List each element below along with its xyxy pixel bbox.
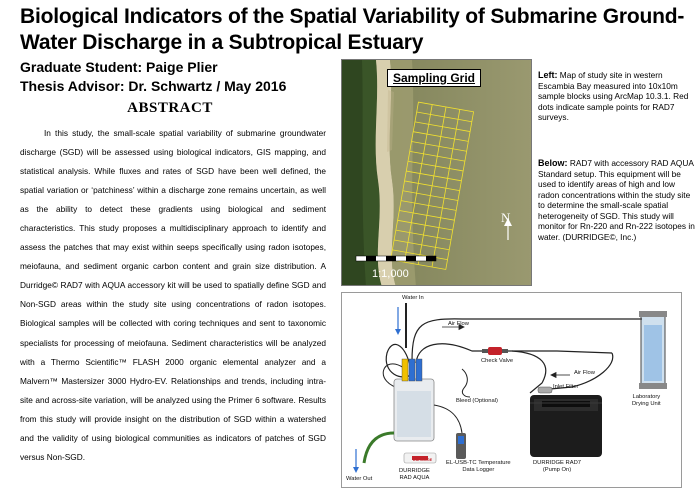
abstract-heading: ABSTRACT (127, 100, 213, 116)
air-flow-top-label: Air Flow (448, 321, 469, 327)
inlet-filter-label: Inlet Filter (553, 384, 579, 390)
left-caption-text: Map of study site in western Escambia Bay measured into 10x10m sample blocks using ArcMap 10.3.1. Red dots indicate sample points for RAD7 surveys. (538, 70, 689, 122)
water-out-tube (353, 433, 394, 473)
air-flow-arrow-icon (551, 373, 570, 378)
rad7-setup-diagram (341, 292, 682, 488)
below-caption (538, 158, 698, 242)
poster-title (20, 4, 690, 56)
data-logger-label: EL-USB-TC Temperature Data Logger (446, 460, 511, 473)
rad7-label: DURRIDGE RAD7 (Pump On) (533, 460, 581, 473)
sampling-grid-label: Sampling Grid (387, 69, 481, 87)
left-caption (538, 70, 698, 123)
drying-unit-label: Laboratory Drying Unit (632, 394, 661, 407)
rad7-device (530, 395, 602, 457)
water-in-label: Water In (402, 295, 424, 301)
bleed-label: Bleed (Optional) (456, 398, 498, 404)
check-valve-label: Check Valve (481, 358, 514, 364)
north-label: N (501, 210, 511, 225)
graduate-student: Graduate Student: Paige Plier (20, 59, 218, 75)
thesis-advisor: Thesis Advisor: Dr. Schwartz / May 2016 (20, 78, 287, 94)
air-flow-right-label: Air Flow (574, 370, 595, 376)
brand-logo-label: DURRIDGE (413, 458, 433, 462)
inlet-filter (538, 387, 552, 393)
title-line-1: Biological Indicators of the Spatial Variability of Submarine Ground- (20, 5, 685, 28)
abstract-body: In this study, the small-scale spatial variability of submarine groundwater discharge (SGD) will be assessed using biological indicators, GIS mapping, and statistical analysis. While fluxes and rates of SGD have been well defined, the spatial variation or ‘patchiness’ within a discharge zone remains uncertain, as well as the ability to detect these gradients using biological and sediment characteristics. This study proposes a multidisciplinary approach to identify and assess the patches that may exist within seeps specifically using radon isotopes, meiofauna, and sediment organic carbon content and grain size distribution. A Durridge© RAD7 with AQUA accessory kit will be used to spatially define SGD and Non-SGD areas within the study site using concentrations of radon isotopes. Biological samples will be collected with coring techniques and sent to taxonomic specialists for processing of meiofauna. Sediment characteristics will be analyzed with a Thermo Scientific™ FLASH 2000 organic elemental analyzer and a Malvern™ Mastersizer 3000 Hydro-EV. Relationships and trends, including intra-site and across-site variation, will be analyzed using the Primer 6 software. Results from this study will provide insight on the distribution of SGD within a watershed and the validity of using biological communities as indicators of patches of SGD versus Non-SGD. (20, 128, 326, 462)
laboratory-drying-unit (639, 311, 667, 389)
scale-label: 1:1,000 (372, 268, 409, 280)
left-caption-label: Left: (538, 70, 558, 80)
below-caption-text: RAD7 with accessory RAD AQUA Standard setup. This equipment will be used to identify areas of high and low radon concentrations within the study site to determine the small-scale spatial heterogeneity of SGD. This study will monitor for Rn-220 and Rn-222 isotopes in water. (DURRIDGE©, Inc.) (538, 158, 695, 242)
water-out-label: Water Out (346, 476, 373, 482)
check-valve (482, 347, 508, 355)
water-in-tube (395, 303, 406, 348)
sampling-grid-map (341, 59, 532, 286)
temperature-data-logger (434, 405, 466, 459)
scale-bar (356, 256, 436, 261)
title-line-2: Water Discharge in a Subtropical Estuary (20, 31, 424, 54)
rad7-diagram-drawing (342, 293, 683, 489)
rad-aqua-label: DURRIDGE RAD AQUA (399, 468, 430, 481)
below-caption-label: Below: (538, 158, 568, 168)
rad-aqua-vessel (394, 359, 436, 463)
aerial-map-image (342, 60, 532, 286)
